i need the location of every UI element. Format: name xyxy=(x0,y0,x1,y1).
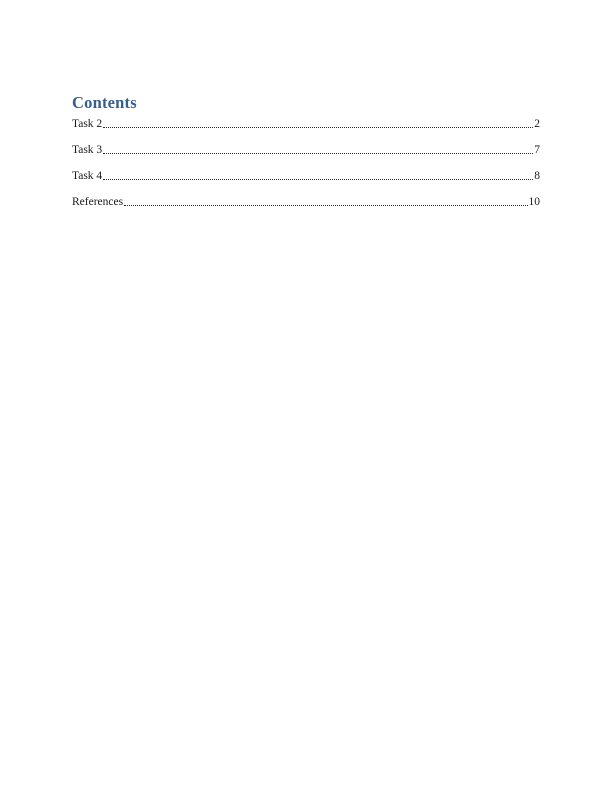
toc-entry-task-2[interactable] xyxy=(72,118,540,130)
toc-dot-leader xyxy=(124,205,527,206)
toc-page-number: 7 xyxy=(534,144,540,156)
toc-entry-task-4[interactable] xyxy=(72,170,540,182)
toc-dot-leader xyxy=(103,179,533,180)
toc-page-number: 10 xyxy=(528,196,540,208)
toc-entry-references[interactable] xyxy=(72,196,540,208)
contents-heading: Contents xyxy=(72,93,137,112)
toc-entry-label: Task 3 xyxy=(72,144,103,156)
toc-entry-task-3[interactable] xyxy=(72,144,540,156)
toc-entry-label: References xyxy=(72,196,124,208)
toc-page-number: 2 xyxy=(534,118,540,130)
toc-dot-leader xyxy=(103,127,533,128)
toc-section xyxy=(72,93,540,208)
toc-page-number: 8 xyxy=(534,170,540,182)
toc-list xyxy=(72,118,540,208)
toc-entry-label: Task 2 xyxy=(72,118,103,130)
toc-dot-leader xyxy=(103,153,533,154)
toc-entry-label: Task 4 xyxy=(72,170,103,182)
